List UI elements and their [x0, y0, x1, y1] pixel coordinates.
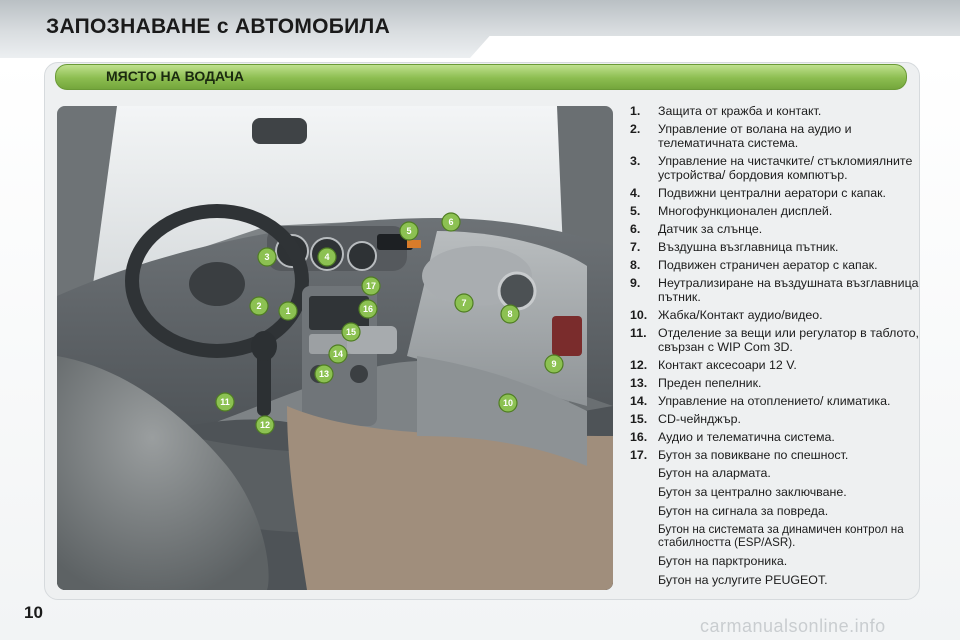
legend-item: 4. Подвижни централни аератори с капак.	[630, 186, 886, 200]
svg-text:8: 8	[507, 309, 513, 319]
legend-item: 2. Управление от волана на аудио и телематичната система.	[630, 122, 852, 150]
svg-text:16: 16	[362, 304, 374, 314]
legend-item: 12. Контакт аксесоари 12 V.	[630, 358, 797, 372]
legend-item: 8. Подвижен страничен аератор с капак.	[630, 258, 878, 272]
legend-subitem: Бутон на парктроника.	[658, 554, 788, 568]
svg-text:4: 4	[324, 252, 330, 262]
legend-item: 9. Неутрализиране на въздушната възглавница пътник.	[630, 276, 919, 304]
callout-1	[279, 302, 297, 320]
legend-item: 13. Преден пепелник.	[630, 376, 762, 390]
callout-11	[216, 393, 234, 411]
svg-text:2: 2	[256, 301, 262, 311]
callout-9	[545, 355, 563, 373]
page-number: 10	[24, 603, 43, 622]
callout-7	[455, 294, 473, 312]
legend-item: 11. Отделение за вещи или регулатор в таблото, свързан с WIP Com 3D.	[630, 326, 919, 354]
svg-text:5: 5	[406, 226, 412, 236]
legend-item: 7. Въздушна възглавница пътник.	[630, 240, 839, 254]
legend-subitem: Бутон на услугите PEUGEOT.	[658, 573, 828, 587]
svg-text:9: 9	[551, 359, 557, 369]
callout-15	[342, 323, 360, 341]
svg-text:1: 1	[285, 306, 291, 316]
legend-item: 3. Управление на чистачките/ стъкломиялните устройства/ бордовия компютър.	[630, 154, 913, 182]
legend-item: 6. Датчик за слънце.	[630, 222, 763, 236]
legend-item: 1. Защита от кражба и контакт.	[630, 104, 822, 118]
svg-text:13: 13	[318, 369, 330, 379]
callout-3	[258, 248, 276, 266]
callout-6	[442, 213, 460, 231]
section-bar	[55, 64, 907, 90]
legend-subitem: Бутон за централно заключване.	[658, 485, 847, 499]
svg-text:12: 12	[259, 420, 271, 430]
callout-2	[250, 297, 268, 315]
legend-list	[630, 104, 920, 592]
page-title: ЗАПОЗНАВАНЕ с АВТОМОБИЛА	[46, 15, 391, 38]
svg-text:14: 14	[332, 349, 344, 359]
svg-text:10: 10	[502, 398, 514, 408]
callout-14	[329, 345, 347, 363]
callout-13	[315, 365, 333, 383]
header-notch	[470, 36, 960, 58]
legend-item: 15. CD-чейнджър.	[630, 412, 742, 426]
interior-photo	[57, 106, 613, 590]
header-band	[0, 0, 960, 58]
legend-item: 17. Бутон за повикване по спешност.	[630, 448, 849, 462]
legend-item: 10. Жабка/Контакт аудио/видео.	[630, 308, 823, 322]
svg-text:15: 15	[345, 327, 357, 337]
legend-subitem: Бутон на алармата.	[658, 466, 771, 480]
callout-4	[318, 248, 336, 266]
callout-17	[362, 277, 380, 295]
watermark: carmanualsonline.info	[700, 616, 886, 636]
svg-text:6: 6	[448, 217, 454, 227]
legend-item: 14. Управление на отоплението/ климатика.	[630, 394, 891, 408]
callout-8	[501, 305, 519, 323]
callout-10	[499, 394, 517, 412]
svg-text:3: 3	[264, 252, 270, 262]
callout-16	[359, 300, 377, 318]
legend-subitem: Бутон на сигнала за повреда.	[658, 504, 829, 518]
legend-item: 16. Аудио и телематична система.	[630, 430, 835, 444]
svg-text:11: 11	[220, 397, 230, 407]
section-title: МЯСТО НА ВОДАЧА	[106, 68, 245, 84]
svg-text:17: 17	[365, 281, 377, 291]
callout-12	[256, 416, 274, 434]
callout-5	[400, 222, 418, 240]
svg-text:7: 7	[461, 298, 467, 308]
legend-subitem: Бутон на системата за динамичен контрол на стабилността (ESP/ASR).	[658, 523, 904, 549]
legend-item: 5. Многофункционален дисплей.	[630, 204, 833, 218]
